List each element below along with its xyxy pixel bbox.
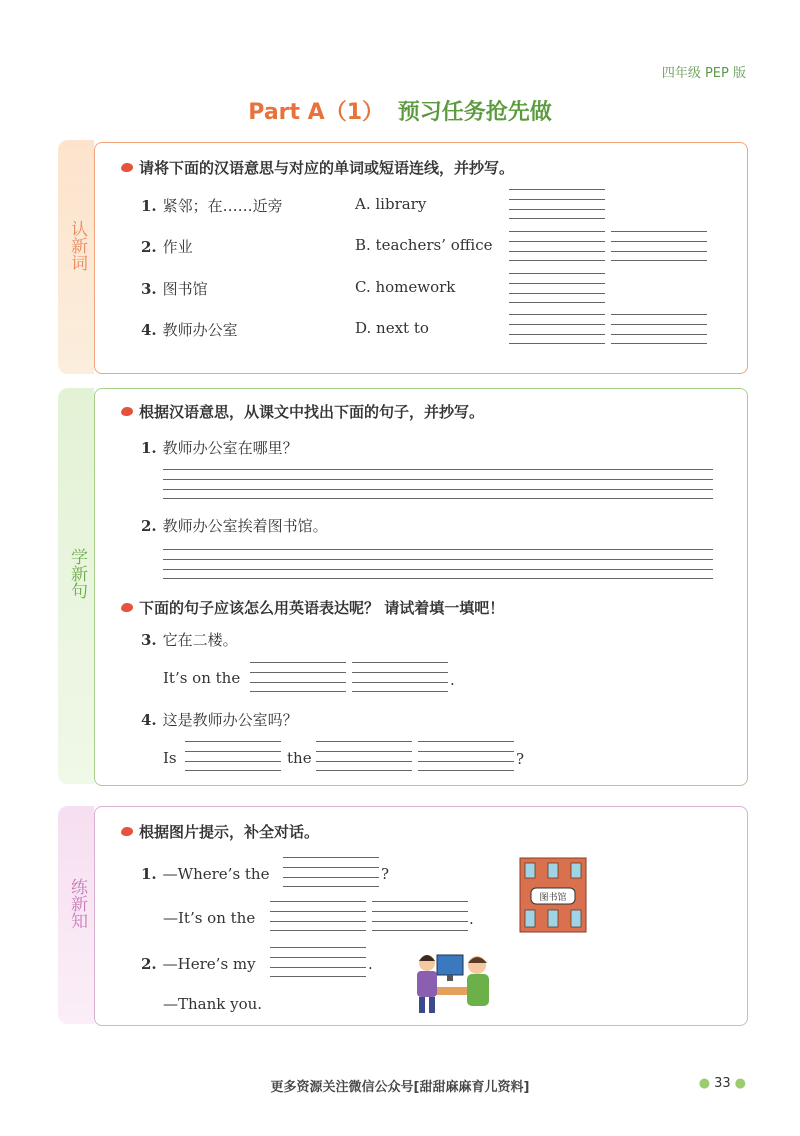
bullet-icon	[120, 826, 133, 837]
page-number: ● 33 ●	[698, 1076, 746, 1091]
question-1: 1. 教师办公室在哪里？	[141, 439, 298, 457]
fill-d1b2[interactable]	[372, 901, 468, 931]
section3-tab	[58, 806, 94, 1024]
section2-tab	[58, 388, 94, 784]
copy-lines-c[interactable]	[509, 273, 605, 303]
teacher-student-computer-image	[407, 947, 497, 1015]
question-4: 4. 这是教师办公室吗？	[141, 711, 298, 729]
section3-tab-label: 练新知	[67, 878, 87, 929]
fill-3a[interactable]	[250, 662, 346, 692]
copy-lines-d2[interactable]	[611, 314, 707, 344]
copy-lines-b2[interactable]	[611, 231, 707, 261]
question-3: 3. 它在二楼。	[141, 631, 238, 649]
word-cn-1: 1. 紧邻；在……近旁	[141, 197, 283, 215]
dialog-1a-end: ?	[381, 865, 390, 883]
section2-box	[94, 388, 748, 786]
fill-d1a[interactable]	[283, 857, 379, 887]
fill-d1b1[interactable]	[270, 901, 366, 931]
section3-box	[94, 806, 748, 1026]
dialog-2b: —Thank you.	[163, 995, 263, 1013]
page-title	[0, 95, 800, 126]
fill-4c[interactable]	[418, 741, 514, 771]
footer-text: 更多资源关注微信公众号[甜甜麻麻育儿资料]	[270, 1080, 530, 1095]
fill-3b[interactable]	[352, 662, 448, 692]
answer-lines-1[interactable]	[163, 469, 713, 499]
bullet-icon	[120, 602, 133, 613]
copy-lines-a[interactable]	[509, 189, 605, 219]
section1-tab	[58, 140, 94, 374]
dialog-1b-end: .	[469, 910, 474, 928]
word-en-d: D. next to	[355, 319, 429, 337]
question-3-prompt: It’s on the	[163, 669, 241, 687]
answer-lines-2[interactable]	[163, 549, 713, 579]
word-en-b: B. teachers’ office	[355, 236, 493, 254]
question-4-prompt: Is	[163, 749, 177, 767]
fill-4b[interactable]	[316, 741, 412, 771]
library-building-image	[519, 857, 587, 933]
word-en-c: C. homework	[355, 278, 456, 296]
fill-d2a[interactable]	[270, 947, 366, 977]
section2-tab-label: 学新句	[67, 548, 87, 599]
question-3-end: .	[450, 671, 455, 689]
question-2: 2. 教师办公室挨着图书馆。	[141, 517, 328, 535]
question-4-mid: the	[287, 749, 312, 767]
dialog-2a-end: .	[368, 955, 373, 973]
word-cn-2: 2. 作业	[141, 238, 193, 256]
word-cn-4: 4. 教师办公室	[141, 321, 238, 339]
title-task: 预习任务抢先做	[397, 100, 552, 125]
bullet-icon	[120, 406, 133, 417]
section1-box	[94, 142, 748, 374]
dialog-2a: 2. —Here’s my	[141, 955, 256, 973]
title-part: Part A（1）	[248, 100, 385, 125]
dialog-1b: —It’s on the	[163, 909, 256, 927]
word-en-a: A. library	[355, 195, 427, 213]
copy-lines-b1[interactable]	[509, 231, 605, 261]
section2-instruction2: 下面的句子应该怎么用英语表达呢？ 请试着填一填吧！	[121, 597, 504, 618]
copy-lines-d1[interactable]	[509, 314, 605, 344]
word-cn-3: 3. 图书馆	[141, 280, 208, 298]
section2-instruction1: 根据汉语意思，从课文中找出下面的句子，并抄写。	[121, 401, 484, 422]
question-4-end: ?	[516, 750, 525, 768]
bullet-icon	[120, 162, 133, 173]
section1-tab-label: 认新词	[67, 220, 87, 271]
library-sign-text: 图书馆	[539, 893, 567, 903]
section3-instruction: 根据图片提示，补全对话。	[121, 821, 319, 842]
fill-4a[interactable]	[185, 741, 281, 771]
dialog-1a: 1. —Where’s the	[141, 865, 270, 883]
grade-label: 四年级 PEP 版	[661, 66, 746, 81]
section1-instruction: 请将下面的汉语意思与对应的单词或短语连线，并抄写。	[121, 157, 514, 178]
